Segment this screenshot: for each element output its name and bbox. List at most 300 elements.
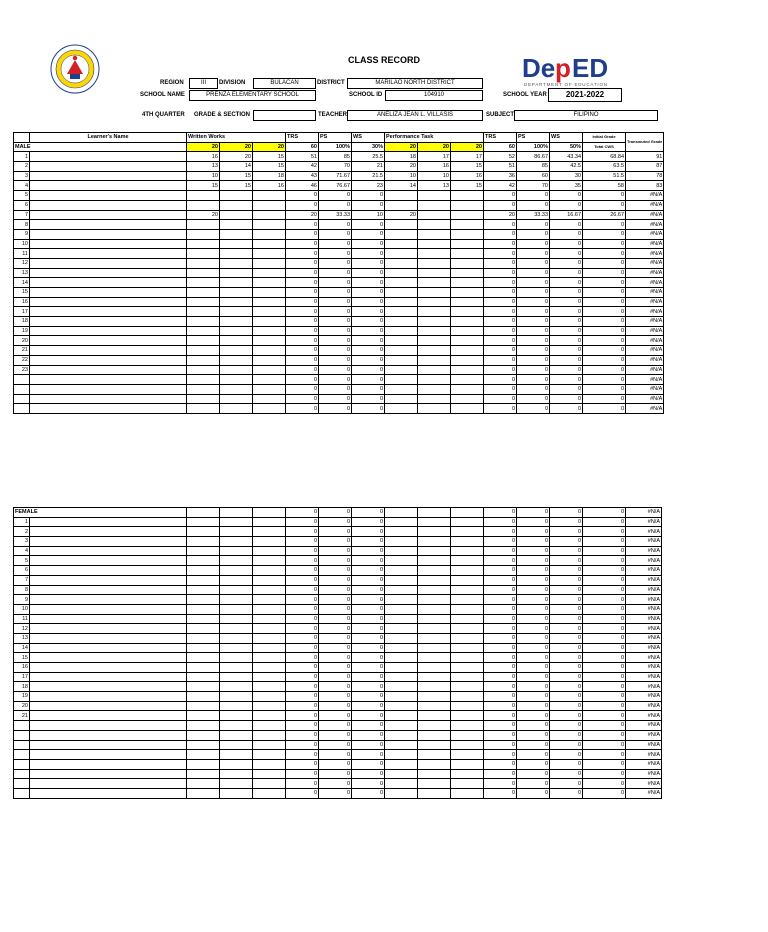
score-cell[interactable] (451, 643, 484, 653)
score-cell[interactable] (220, 336, 253, 346)
score-cell[interactable] (385, 394, 418, 404)
score-cell[interactable] (187, 624, 220, 634)
score-cell[interactable]: 18 (385, 152, 418, 162)
score-cell[interactable] (451, 210, 484, 220)
score-cell[interactable] (253, 595, 286, 605)
score-cell[interactable] (385, 288, 418, 298)
score-cell[interactable] (187, 730, 220, 740)
score-cell[interactable] (418, 365, 451, 375)
score-cell[interactable] (418, 297, 451, 307)
score-cell[interactable] (187, 779, 220, 789)
score-cell[interactable] (187, 191, 220, 201)
score-cell[interactable] (220, 527, 253, 537)
score-cell[interactable] (187, 701, 220, 711)
learner-name-cell[interactable] (30, 682, 187, 692)
score-cell[interactable] (418, 258, 451, 268)
score-cell[interactable] (385, 249, 418, 259)
score-cell[interactable] (451, 346, 484, 356)
learner-name-cell[interactable] (30, 614, 187, 624)
score-cell[interactable] (253, 355, 286, 365)
score-cell[interactable] (451, 517, 484, 527)
learner-name-cell[interactable] (30, 604, 187, 614)
score-cell[interactable] (187, 258, 220, 268)
learner-name-cell[interactable] (30, 730, 187, 740)
score-cell[interactable] (385, 759, 418, 769)
score-cell[interactable] (418, 229, 451, 239)
score-cell[interactable] (451, 692, 484, 702)
score-cell[interactable] (451, 759, 484, 769)
score-cell[interactable]: 14 (220, 162, 253, 172)
learner-name-cell[interactable] (30, 355, 187, 365)
learner-name-cell[interactable] (30, 575, 187, 585)
score-cell[interactable] (451, 711, 484, 721)
score-cell[interactable] (220, 585, 253, 595)
score-cell[interactable] (187, 229, 220, 239)
score-cell[interactable] (418, 701, 451, 711)
score-cell[interactable] (451, 229, 484, 239)
score-cell[interactable] (220, 701, 253, 711)
learner-name-cell[interactable] (30, 624, 187, 634)
score-cell[interactable] (418, 788, 451, 798)
score-cell[interactable] (451, 307, 484, 317)
score-cell[interactable] (385, 384, 418, 394)
score-cell[interactable] (451, 365, 484, 375)
score-cell[interactable]: 20 (187, 210, 220, 220)
score-cell[interactable] (253, 394, 286, 404)
score-cell[interactable]: 20 (385, 162, 418, 172)
learner-name-cell[interactable] (30, 181, 187, 191)
learner-name-cell[interactable] (30, 788, 187, 798)
score-cell[interactable] (451, 249, 484, 259)
learner-name-cell[interactable] (30, 779, 187, 789)
score-cell[interactable] (187, 585, 220, 595)
score-cell[interactable] (220, 278, 253, 288)
learner-name-cell[interactable] (30, 663, 187, 673)
learner-name-cell[interactable] (30, 336, 187, 346)
score-cell[interactable] (253, 278, 286, 288)
score-cell[interactable] (187, 346, 220, 356)
score-cell[interactable] (253, 711, 286, 721)
score-cell[interactable] (385, 375, 418, 385)
score-cell[interactable] (418, 307, 451, 317)
score-cell[interactable] (220, 566, 253, 576)
learner-name-cell[interactable] (30, 162, 187, 172)
score-cell[interactable] (187, 663, 220, 673)
score-cell[interactable] (451, 575, 484, 585)
score-cell[interactable] (451, 200, 484, 210)
learner-name-cell[interactable] (30, 546, 187, 556)
score-cell[interactable]: 20 (385, 210, 418, 220)
score-cell[interactable] (385, 750, 418, 760)
score-cell[interactable] (187, 326, 220, 336)
score-cell[interactable] (418, 346, 451, 356)
score-cell[interactable] (418, 633, 451, 643)
score-cell[interactable] (418, 404, 451, 414)
score-cell[interactable] (385, 721, 418, 731)
score-cell[interactable]: 20 (220, 152, 253, 162)
score-cell[interactable] (220, 346, 253, 356)
score-cell[interactable] (385, 595, 418, 605)
score-cell[interactable] (253, 249, 286, 259)
score-cell[interactable] (187, 384, 220, 394)
learner-name-cell[interactable] (30, 537, 187, 547)
score-cell[interactable] (253, 556, 286, 566)
score-cell[interactable] (220, 404, 253, 414)
score-cell[interactable] (385, 575, 418, 585)
score-cell[interactable] (220, 750, 253, 760)
score-cell[interactable] (253, 336, 286, 346)
score-cell[interactable] (253, 200, 286, 210)
learner-name-cell[interactable] (30, 191, 187, 201)
score-cell[interactable] (385, 779, 418, 789)
score-cell[interactable] (253, 326, 286, 336)
score-cell[interactable] (418, 375, 451, 385)
score-cell[interactable] (418, 210, 451, 220)
score-cell[interactable]: 16 (418, 162, 451, 172)
score-cell[interactable] (418, 585, 451, 595)
school-id-field[interactable]: 104910 (385, 90, 483, 101)
score-cell[interactable] (187, 268, 220, 278)
score-cell[interactable] (418, 624, 451, 634)
score-cell[interactable] (418, 595, 451, 605)
score-cell[interactable] (253, 653, 286, 663)
score-cell[interactable] (418, 546, 451, 556)
score-cell[interactable] (187, 643, 220, 653)
score-cell[interactable] (418, 288, 451, 298)
score-cell[interactable] (418, 317, 451, 327)
score-cell[interactable] (418, 537, 451, 547)
learner-name-cell[interactable] (30, 297, 187, 307)
learner-name-cell[interactable] (30, 566, 187, 576)
score-cell[interactable]: 14 (385, 181, 418, 191)
score-cell[interactable] (418, 556, 451, 566)
score-cell[interactable] (451, 258, 484, 268)
score-cell[interactable] (385, 701, 418, 711)
score-cell[interactable] (220, 249, 253, 259)
score-cell[interactable] (385, 297, 418, 307)
score-cell[interactable] (418, 517, 451, 527)
score-cell[interactable] (451, 633, 484, 643)
score-cell[interactable] (253, 663, 286, 673)
score-cell[interactable] (187, 788, 220, 798)
score-cell[interactable] (451, 614, 484, 624)
score-cell[interactable] (253, 239, 286, 249)
score-cell[interactable] (253, 546, 286, 556)
learner-name-cell[interactable] (30, 249, 187, 259)
score-cell[interactable]: 13 (418, 181, 451, 191)
score-cell[interactable] (187, 604, 220, 614)
score-cell[interactable] (253, 721, 286, 731)
score-cell[interactable] (418, 191, 451, 201)
score-cell[interactable] (220, 740, 253, 750)
score-cell[interactable] (253, 624, 286, 634)
learner-name-cell[interactable] (30, 585, 187, 595)
learner-name-cell[interactable] (30, 326, 187, 336)
score-cell[interactable] (385, 692, 418, 702)
score-cell[interactable] (220, 546, 253, 556)
score-cell[interactable] (253, 537, 286, 547)
score-cell[interactable]: 16 (253, 181, 286, 191)
learner-name-cell[interactable] (30, 239, 187, 249)
score-cell[interactable] (253, 692, 286, 702)
score-cell[interactable] (451, 653, 484, 663)
score-cell[interactable] (253, 769, 286, 779)
score-cell[interactable] (451, 556, 484, 566)
score-cell[interactable] (187, 721, 220, 731)
score-cell[interactable] (220, 614, 253, 624)
score-cell[interactable]: 15 (187, 181, 220, 191)
score-cell[interactable] (451, 663, 484, 673)
score-cell[interactable] (187, 220, 220, 230)
score-cell[interactable] (451, 624, 484, 634)
learner-name-cell[interactable] (30, 759, 187, 769)
score-cell[interactable]: 17 (418, 152, 451, 162)
learner-name-cell[interactable] (30, 375, 187, 385)
score-cell[interactable] (385, 682, 418, 692)
score-cell[interactable] (187, 375, 220, 385)
score-cell[interactable] (220, 730, 253, 740)
score-cell[interactable] (187, 537, 220, 547)
learner-name-cell[interactable] (30, 517, 187, 527)
score-cell[interactable] (220, 307, 253, 317)
learner-name-cell[interactable] (30, 268, 187, 278)
score-cell[interactable] (220, 517, 253, 527)
score-cell[interactable]: 16 (187, 152, 220, 162)
score-cell[interactable] (385, 585, 418, 595)
learner-name-cell[interactable] (30, 750, 187, 760)
region-field[interactable]: III (189, 78, 218, 89)
score-cell[interactable] (418, 326, 451, 336)
teacher-field[interactable]: ANELIZA JEAN L. VILLASIS (347, 110, 483, 121)
learner-name-cell[interactable] (30, 556, 187, 566)
score-cell[interactable] (187, 750, 220, 760)
score-cell[interactable] (220, 604, 253, 614)
score-cell[interactable] (418, 384, 451, 394)
score-cell[interactable] (451, 604, 484, 614)
score-cell[interactable] (418, 268, 451, 278)
score-cell[interactable] (187, 546, 220, 556)
score-cell[interactable] (451, 317, 484, 327)
score-cell[interactable] (253, 297, 286, 307)
score-cell[interactable] (418, 653, 451, 663)
score-cell[interactable] (253, 258, 286, 268)
score-cell[interactable] (220, 326, 253, 336)
score-cell[interactable] (187, 239, 220, 249)
score-cell[interactable] (451, 750, 484, 760)
score-cell[interactable] (187, 404, 220, 414)
learner-name-cell[interactable] (30, 258, 187, 268)
score-cell[interactable] (385, 239, 418, 249)
score-cell[interactable] (220, 672, 253, 682)
score-cell[interactable] (187, 740, 220, 750)
score-cell[interactable] (451, 394, 484, 404)
score-cell[interactable] (385, 653, 418, 663)
score-cell[interactable] (451, 239, 484, 249)
score-cell[interactable] (220, 317, 253, 327)
score-cell[interactable] (253, 317, 286, 327)
score-cell[interactable] (451, 730, 484, 740)
score-cell[interactable] (451, 384, 484, 394)
score-cell[interactable] (385, 268, 418, 278)
learner-name-cell[interactable] (30, 769, 187, 779)
score-cell[interactable] (253, 384, 286, 394)
learner-name-cell[interactable] (30, 384, 187, 394)
score-cell[interactable] (385, 326, 418, 336)
score-cell[interactable] (418, 575, 451, 585)
score-cell[interactable] (418, 239, 451, 249)
learner-name-cell[interactable] (30, 692, 187, 702)
score-cell[interactable] (220, 239, 253, 249)
score-cell[interactable] (253, 210, 286, 220)
score-cell[interactable] (187, 595, 220, 605)
score-cell[interactable] (418, 711, 451, 721)
learner-name-cell[interactable] (30, 404, 187, 414)
score-cell[interactable] (451, 527, 484, 537)
score-cell[interactable]: 10 (187, 171, 220, 181)
score-cell[interactable] (220, 633, 253, 643)
score-cell[interactable] (418, 769, 451, 779)
score-cell[interactable] (253, 268, 286, 278)
score-cell[interactable] (385, 278, 418, 288)
learner-name-cell[interactable] (30, 653, 187, 663)
learner-name-cell[interactable] (30, 595, 187, 605)
score-cell[interactable] (385, 546, 418, 556)
score-cell[interactable] (187, 614, 220, 624)
score-cell[interactable] (418, 730, 451, 740)
score-cell[interactable] (418, 355, 451, 365)
score-cell[interactable] (451, 268, 484, 278)
learner-name-cell[interactable] (30, 210, 187, 220)
learner-name-cell[interactable] (30, 278, 187, 288)
score-cell[interactable] (187, 633, 220, 643)
score-cell[interactable] (451, 701, 484, 711)
score-cell[interactable] (385, 624, 418, 634)
learner-name-cell[interactable] (30, 317, 187, 327)
score-cell[interactable] (385, 769, 418, 779)
score-cell[interactable] (451, 788, 484, 798)
score-cell[interactable] (220, 210, 253, 220)
ww-hps-1[interactable]: 20 (187, 142, 220, 152)
score-cell[interactable] (451, 672, 484, 682)
score-cell[interactable] (187, 556, 220, 566)
score-cell[interactable] (451, 721, 484, 731)
score-cell[interactable] (220, 220, 253, 230)
learner-name-cell[interactable] (30, 307, 187, 317)
score-cell[interactable] (220, 556, 253, 566)
score-cell[interactable] (220, 721, 253, 731)
score-cell[interactable] (253, 220, 286, 230)
learner-name-cell[interactable] (30, 346, 187, 356)
score-cell[interactable]: 16 (451, 171, 484, 181)
score-cell[interactable] (385, 220, 418, 230)
score-cell[interactable] (451, 595, 484, 605)
score-cell[interactable] (385, 788, 418, 798)
score-cell[interactable] (187, 365, 220, 375)
score-cell[interactable] (385, 517, 418, 527)
score-cell[interactable]: 15 (220, 181, 253, 191)
score-cell[interactable] (220, 297, 253, 307)
score-cell[interactable] (385, 191, 418, 201)
score-cell[interactable] (451, 191, 484, 201)
score-cell[interactable] (187, 317, 220, 327)
score-cell[interactable] (253, 759, 286, 769)
subject-field[interactable]: FILIPINO (514, 110, 658, 121)
score-cell[interactable] (253, 566, 286, 576)
pt-hps-2[interactable]: 20 (418, 142, 451, 152)
score-cell[interactable] (253, 517, 286, 527)
score-cell[interactable] (187, 288, 220, 298)
score-cell[interactable] (220, 788, 253, 798)
score-cell[interactable] (220, 653, 253, 663)
score-cell[interactable] (253, 633, 286, 643)
score-cell[interactable] (451, 404, 484, 414)
score-cell[interactable]: 15 (451, 181, 484, 191)
score-cell[interactable] (253, 672, 286, 682)
score-cell[interactable] (187, 336, 220, 346)
score-cell[interactable] (418, 663, 451, 673)
score-cell[interactable] (187, 692, 220, 702)
score-cell[interactable] (253, 614, 286, 624)
score-cell[interactable] (385, 711, 418, 721)
score-cell[interactable] (451, 278, 484, 288)
score-cell[interactable] (253, 375, 286, 385)
score-cell[interactable] (385, 537, 418, 547)
score-cell[interactable] (451, 220, 484, 230)
score-cell[interactable] (220, 779, 253, 789)
score-cell[interactable] (220, 258, 253, 268)
score-cell[interactable] (385, 307, 418, 317)
score-cell[interactable] (451, 585, 484, 595)
score-cell[interactable] (220, 384, 253, 394)
score-cell[interactable] (253, 740, 286, 750)
learner-name-cell[interactable] (30, 152, 187, 162)
score-cell[interactable]: 15 (253, 152, 286, 162)
score-cell[interactable] (385, 663, 418, 673)
score-cell[interactable] (187, 711, 220, 721)
score-cell[interactable] (253, 788, 286, 798)
learner-name-cell[interactable] (30, 740, 187, 750)
score-cell[interactable] (253, 779, 286, 789)
score-cell[interactable] (187, 672, 220, 682)
learner-name-cell[interactable] (30, 200, 187, 210)
score-cell[interactable] (220, 375, 253, 385)
learner-name-cell[interactable] (30, 394, 187, 404)
score-cell[interactable] (187, 394, 220, 404)
score-cell[interactable] (253, 191, 286, 201)
score-cell[interactable] (385, 365, 418, 375)
score-cell[interactable]: 10 (385, 171, 418, 181)
score-cell[interactable] (220, 624, 253, 634)
score-cell[interactable] (220, 643, 253, 653)
score-cell[interactable] (220, 575, 253, 585)
score-cell[interactable] (187, 200, 220, 210)
score-cell[interactable] (451, 537, 484, 547)
score-cell[interactable] (220, 663, 253, 673)
score-cell[interactable] (187, 566, 220, 576)
score-cell[interactable] (385, 730, 418, 740)
score-cell[interactable] (220, 229, 253, 239)
score-cell[interactable] (451, 779, 484, 789)
score-cell[interactable] (220, 711, 253, 721)
score-cell[interactable] (418, 750, 451, 760)
learner-name-cell[interactable] (30, 365, 187, 375)
score-cell[interactable] (253, 643, 286, 653)
score-cell[interactable] (253, 365, 286, 375)
score-cell[interactable] (220, 268, 253, 278)
score-cell[interactable]: 10 (418, 171, 451, 181)
score-cell[interactable] (418, 604, 451, 614)
score-cell[interactable] (187, 355, 220, 365)
